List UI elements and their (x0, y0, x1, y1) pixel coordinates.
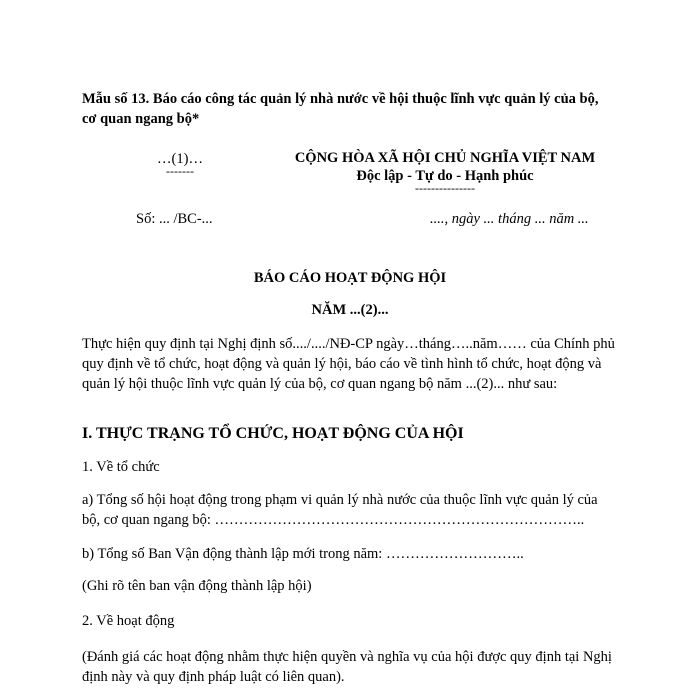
subsection-organization: 1. Về tổ chức (82, 459, 160, 475)
item-a: a) Tổng số hội hoạt động trong phạm vi quản lý nhà nước của thuộc lĩnh vực quản lý của bộ, cơ quan ngang bộ: ………………………………………………………………….. (82, 492, 598, 528)
activity-note: (Đánh giá các hoạt động nhằm thực hiện quyền và nghĩa vụ của hội được quy định tại Nghị định này và quy định pháp luật có liên quan). (82, 649, 612, 685)
report-title: BÁO CÁO HOẠT ĐỘNG HỘI (253, 270, 447, 286)
item-b-note: (Ghi rõ tên ban vận động thành lập hội) (82, 578, 312, 594)
motto-rule: --------------- (415, 181, 475, 195)
place-date: ...., ngày ... tháng ... năm ... (430, 211, 589, 227)
nation-title: CỘNG HÒA XÃ HỘI CHỦ NGHĨA VIỆT NAM (294, 150, 596, 166)
report-year: NĂM ...(2)... (311, 302, 389, 318)
subsection-activity: 2. Về hoạt động (82, 613, 175, 629)
item-b: b) Tổng số Ban Vận động thành lập mới trong năm: ……………………….. (82, 546, 524, 562)
national-motto: Độc lập - Tự do - Hạnh phúc (356, 168, 534, 184)
form-title-line2: cơ quan ngang bộ* (82, 111, 200, 127)
org-placeholder: …(1)… (157, 151, 203, 167)
section-heading: I. THỰC TRẠNG TỔ CHỨC, HOẠT ĐỘNG CỦA HỘI (82, 425, 464, 442)
document-number: Số: ... /BC-... (136, 211, 213, 227)
org-rule: ------- (166, 164, 194, 178)
intro-paragraph: Thực hiện quy định tại Nghị định số..../..../NĐ-CP ngày…tháng…..năm…… của Chính phủ quy định về tổ chức, hoạt động và quản lý hội, báo cáo về tình hình tổ chức, hoạt động và quản lý hội thuộc lĩnh vực quản lý của bộ, cơ quan ngang bộ năm ...(2)... như sau: (82, 336, 615, 392)
form-title-line1: Mẫu số 13. Báo cáo công tác quản lý nhà nước về hội thuộc lĩnh vực quản lý của bộ, (82, 91, 599, 107)
